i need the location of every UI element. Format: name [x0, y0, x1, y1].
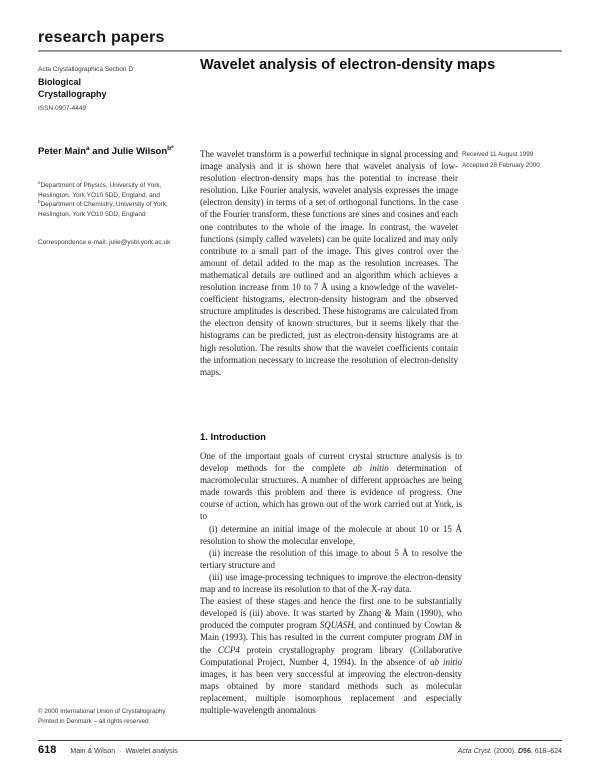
copyright-block: [38, 707, 208, 726]
footer-rule: [38, 740, 562, 741]
introduction-section: [200, 432, 462, 716]
introduction-heading: 1. Introduction: [200, 432, 266, 443]
running-head-title: Wavelet analysis: [125, 748, 178, 755]
intro-list-item-iii: (iii) use image-processing techniques to improve the electron-density map and to increase its resolution to that of the X-ray data.: [200, 571, 462, 595]
journal-issn: ISSN 0907-4449: [38, 105, 87, 112]
page-footer: [38, 744, 562, 756]
intro-list-item-i: (i) determine an initial image of the molecule at about 10 or 15 Å resolution to show the molecular envelope,: [200, 523, 462, 546]
intro-list-item-ii: (ii) increase the resolution of this image to about 5 Å to resolve the tertiary structure and: [200, 547, 462, 570]
intro-paragraph: One of the important goals of current crystal structure analysis is to develop methods for the complete ab initio determination of macromolecular structures. A number of different approaches are being made towards this problem and there is evidence of progress. One course of action, which has grown out of the work carried out at York, is to: [200, 451, 462, 522]
section-label: research papers: [38, 29, 165, 46]
article-title: Wavelet analysis of electron-density maps: [200, 57, 496, 73]
intro-paragraph: The easiest of these stages and hence the first one to be substantially developed is (iii) above. It was started by Zhang & Main (1990), who produced the computer program SQUASH, and continued by Cowtan & Main (1993). This has resulted in the current computer program DM in the CCP4 protein crystallography program library (Collaborative Computational Project, Number 4, 1994). In the absence of ab initio images, it has been very successful at improving the electron-density maps obtained by more standard methods such as molecular replacement, multiple isomorphous replacement and especially multiple-wavelength anomalous: [200, 596, 463, 715]
journal-name-line-1: Biological: [38, 77, 82, 87]
running-head-authors: Main & Wilson: [70, 748, 116, 755]
accepted-date: Accepted 28 February 2000: [462, 162, 540, 169]
abstract-text: The wavelet transform is a powerful technique in signal processing and image analysis and it is shown here that wavelet analysis of low-resolution electron-density maps has the potential to increase their resolution. Like Fourier analysis, wavelet analysis expresses the image (electron density) in terms of a set of orthogonal functions. In the case of the Fourier transform, these functions are sines and cosines and each one contributes to the whole of the image. In contrast, the wavelet functions (simply called wavelets) can be quite localized and may only contribute to a small part of the image. This gives control over the amount of detail added to the map as the resolution increases. The mathematical details are outlined and an algorithm which achieves a resolution increase from 10 to 7 Å using a knowledge of the wavelet-coefficient histograms, electron-density histogram and the observed structure amplitudes is described. These histograms are calculated from the electron density of known structures, but it seems likely that the histograms can be predicted, just as electron-density histograms are at high resolution. The results show that the wavelet coefficients contain the information necessary to increase the resolution of electron-density maps.: [200, 149, 458, 377]
page-number: 618: [38, 744, 57, 756]
journal-series: Acta Crystallographica Section D: [38, 66, 134, 73]
running-head-line: [70, 748, 177, 755]
journal-citation: Acta Cryst. (2000). D56, 618–624: [457, 748, 562, 755]
affiliations: $^a$Department of Physics, University of York, Heslington, York YO10 5DD, England, and $^b$Department of Chemistry, University of York, Heslington, York YO10 5DD, England: [38, 179, 168, 218]
received-date: Received 11 August 1999: [462, 151, 534, 158]
dates-block: [462, 149, 572, 171]
copyright-line: © 2000 International Union of Crystallography: [38, 708, 166, 715]
running-head-separator: ·: [119, 748, 122, 755]
printed-line: Printed in Denmark – all rights reserved: [38, 717, 149, 725]
journal-block: [38, 66, 188, 112]
header-rule: [38, 50, 562, 52]
author-line: Peter Main$^a$ and Julie Wilson$^{b*}$: [38, 144, 174, 157]
journal-name-line-2: Crystallography: [38, 89, 107, 99]
correspondence-email: Correspondence e-mail: julie@ysbl.york.ac.uk: [38, 239, 171, 246]
